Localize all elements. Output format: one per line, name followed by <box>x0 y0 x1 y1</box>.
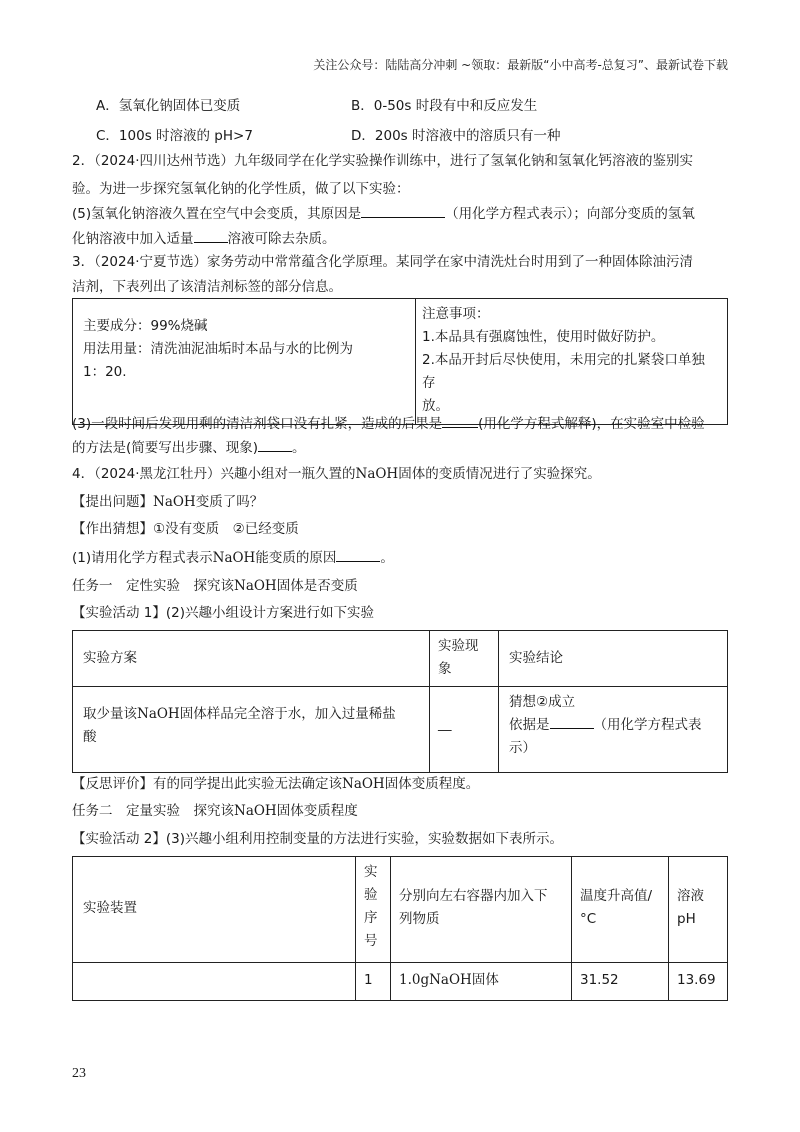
option-c: C．100s 时溶液的 pH>7 <box>96 128 253 144</box>
cleaner-label-table <box>72 298 728 425</box>
answer-blank[interactable] <box>194 228 228 243</box>
answer-blank[interactable] <box>442 413 478 428</box>
answer-blank[interactable] <box>361 203 445 218</box>
t1-concl-3: 示） <box>509 740 536 756</box>
t2-header-temp-2: °C <box>580 911 597 927</box>
q4-problem-b: 变质了吗？ <box>195 494 264 510</box>
experiment-table-1 <box>72 630 728 773</box>
t1-plan-line-2: 酸 <box>83 729 97 745</box>
q3-sub-1 <box>72 413 705 434</box>
q4-task-2a: 任务二 定量实验 探究该 <box>72 803 234 819</box>
t2-header-temp-1: 温度升高值/ <box>580 888 653 904</box>
t2-header-number <box>356 857 391 963</box>
naoh-formula: NaOH <box>355 466 399 482</box>
t1-phenomenon-blank[interactable]: __ <box>438 716 452 732</box>
t2-header-sub-2: 列物质 <box>399 911 440 927</box>
naoh-formula: NaOH <box>212 550 256 566</box>
q4-line-1b: 固体的变质情况进行了实验探究。 <box>398 466 601 482</box>
q3-sub-1b: (用化学方程式解释)，在实验室中检验 <box>478 416 705 432</box>
q2-line-4 <box>72 228 336 249</box>
q3-sub-2 <box>72 437 306 458</box>
q4-reflection-b: 固体变质程度。 <box>384 776 480 792</box>
q4-sub-1 <box>72 547 394 568</box>
t1-plan-line-1 <box>83 703 419 726</box>
label-note-2: 2.本品开封后尽快使用，未用完的扎紧袋口单独存 <box>422 352 705 391</box>
q2-line-2: 验。为进一步探究氢氧化钠的化学性质，做了以下实验： <box>72 181 410 197</box>
q4-task-1 <box>72 576 358 596</box>
q4-reflection <box>72 774 479 794</box>
naoh-formula: NaOH <box>137 706 180 722</box>
answer-blank[interactable] <box>550 714 594 729</box>
page-number: 23 <box>72 1066 86 1081</box>
q4-reflection-a: 【反思评价】有的同学提出此实验无法确定该 <box>72 776 342 792</box>
option-a: A．氢氧化钠固体已变质 <box>96 98 241 114</box>
option-d: D．200s 时溶液中的溶质只有一种 <box>351 128 561 144</box>
q4-task-2b: 固体变质程度 <box>276 803 358 819</box>
q4-sub-1c: 。 <box>380 550 394 566</box>
options-row-1 <box>96 96 716 116</box>
t2-header-temperature <box>572 857 669 963</box>
q2-line-3a: (5)氢氧化钠溶液久置在空气中会变质，其原因是 <box>72 206 362 222</box>
t2-header-sub-1: 分别向左右容器内加入下 <box>399 888 548 904</box>
t1-header-phen-1: 实验现 <box>438 638 479 654</box>
t1-concl-2 <box>509 714 719 737</box>
naoh-formula: NaOH <box>153 494 196 510</box>
t2-header-no-1: 实 <box>364 864 378 880</box>
t1-header-phenomenon <box>430 631 499 687</box>
t1-conclusion-cell <box>499 687 728 773</box>
t2-header-device: 实验装置 <box>73 857 356 963</box>
option-b: B．0-50s 时段有中和反应发生 <box>351 98 538 114</box>
t2-row-sub-suffix: 固体 <box>471 972 499 988</box>
q3-sub-2a: 的方法是(简要写出步骤、现象) <box>72 440 259 456</box>
q2-line-3b: （用化学方程式表示）；向部分变质的氢氧 <box>445 206 695 222</box>
naoh-formula: NaOH <box>234 578 277 594</box>
q4-line-1a: 4．（2024·黑龙江牡丹）兴趣小组对一瓶久置的 <box>72 466 356 482</box>
label-notes-title: 注意事项： <box>422 306 490 322</box>
q4-line-1 <box>72 464 601 484</box>
q4-activity-1: 【实验活动 1】(2)兴趣小组设计方案进行如下实验 <box>72 605 375 621</box>
answer-blank[interactable] <box>258 437 292 452</box>
t2-header-no-4: 号 <box>364 933 378 949</box>
label-note-1: 1.本品具有强腐蚀性，使用时做好防护。 <box>422 329 665 345</box>
label-notes-cell <box>416 299 728 425</box>
t1-concl-2a: 依据是 <box>509 717 550 733</box>
q4-problem <box>72 492 263 512</box>
t2-header-no-3: 序 <box>364 910 378 926</box>
label-ratio: 1：20. <box>83 364 127 380</box>
label-composition-cell <box>73 299 416 425</box>
naoh-formula: NaOH <box>234 803 277 819</box>
t2-row-temperature: 31.52 <box>572 963 669 1001</box>
t1-plan-1b: 固体样品完全溶于水，加入过量稀盐 <box>179 706 396 722</box>
t2-row-substance <box>391 963 572 1001</box>
q2-line-4a: 化钠溶液中加入适量 <box>72 231 194 247</box>
q4-task-2 <box>72 801 358 821</box>
t1-header-conclusion: 实验结论 <box>499 631 728 687</box>
t2-header-ph-1: 溶液 <box>677 888 704 904</box>
q4-sub-1a: (1)请用化学方程式表示 <box>72 550 213 566</box>
q2-line-3 <box>72 203 695 224</box>
t1-plan-1a: 取少量该 <box>83 706 137 722</box>
q4-task-1b: 固体是否变质 <box>276 578 358 594</box>
options-row-2 <box>96 126 716 146</box>
q3-sub-1a: (3)一段时间后发现用剩的清洁剂袋口没有扎紧，造成的后果是 <box>72 416 443 432</box>
t2-header-ph-2: pH <box>677 911 696 927</box>
t1-header-plan: 实验方案 <box>73 631 430 687</box>
q4-sub-1b: 能变质的原因 <box>255 550 337 566</box>
t2-row-number: 1 <box>356 963 391 1001</box>
q3-line-1: 3．（2024·宁夏节选）家务劳动中常常蕴含化学原理。某同学在家中清洗灶台时用到了一种固体除油污清 <box>72 254 693 270</box>
t2-row-sub-formula: 1.0gNaOH <box>399 972 472 988</box>
t2-row-device <box>73 963 356 1001</box>
t2-header-no-2: 验 <box>364 887 378 903</box>
q4-task-1a: 任务一 定性实验 探究该 <box>72 578 234 594</box>
t1-header-phen-2: 象 <box>438 661 452 677</box>
header-note: 关注公众号：陆陆高分冲刺 ~领取：最新版“小中高考-总复习”、最新试卷下载 <box>313 58 728 72</box>
label-composition: 主要成分：99%烧碱 <box>83 318 208 334</box>
q2-line-4b: 溶液可除去杂质。 <box>227 231 336 247</box>
t1-concl-1: 猜想②成立 <box>509 694 576 710</box>
q2-line-1: 2．（2024·四川达州节选）九年级同学在化学实验操作训练中，进行了氢氧化钠和氢氧化钙溶液的鉴别实 <box>72 153 693 169</box>
q4-hypothesis: 【作出猜想】①没有变质 ②已经变质 <box>72 521 299 537</box>
experiment-table-2 <box>72 856 728 1001</box>
q3-sub-2b: 。 <box>292 440 306 456</box>
answer-blank[interactable] <box>336 547 380 562</box>
label-usage: 用法用量：清洗油泥油垢时本品与水的比例为 <box>83 341 353 357</box>
t2-row-ph: 13.69 <box>669 963 728 1001</box>
t2-header-ph <box>669 857 728 963</box>
t2-header-substance <box>391 857 572 963</box>
t1-plan-cell <box>73 687 430 773</box>
naoh-formula: NaOH <box>342 776 385 792</box>
q3-line-2: 洁剂，下表列出了该清洁剂标签的部分信息。 <box>72 279 342 295</box>
label-note-2-cont: 放。 <box>422 398 449 414</box>
t1-concl-2b: （用化学方程式表 <box>593 717 702 733</box>
q4-activity-2: 【实验活动 2】(3)兴趣小组利用控制变量的方法进行实验，实验数据如下表所示。 <box>72 831 564 847</box>
t1-phenomenon-cell <box>430 687 499 773</box>
q4-problem-a: 【提出问题】 <box>72 494 153 510</box>
